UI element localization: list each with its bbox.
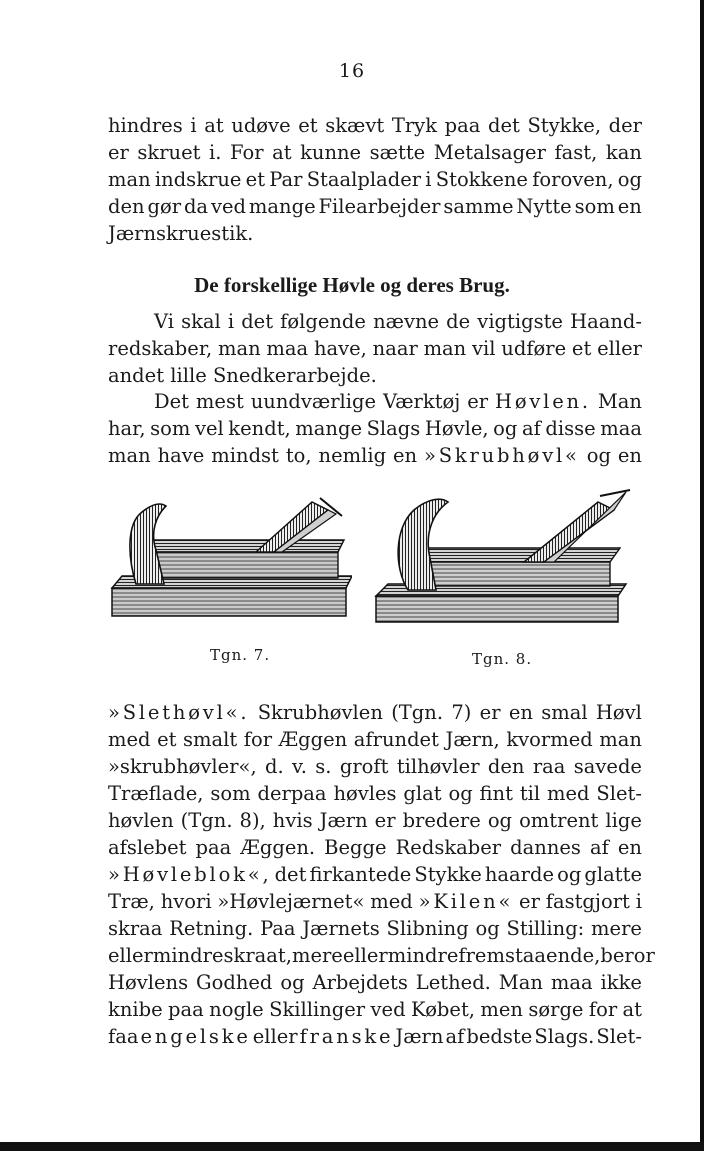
spaced-word: »Slethøvl«.: [108, 701, 250, 724]
word: den: [108, 195, 145, 218]
word: skraat,: [223, 944, 292, 967]
word: savede: [573, 755, 642, 778]
text-line: [108, 942, 655, 969]
word: Træflade,: [108, 782, 204, 805]
word: afslebet: [108, 836, 187, 859]
word: man: [108, 444, 151, 467]
word: Slet-: [596, 782, 642, 805]
text-line: [108, 139, 642, 166]
word: med: [546, 782, 590, 805]
word: et: [157, 728, 177, 751]
word: er: [374, 809, 396, 832]
word: eller: [252, 1025, 298, 1048]
word: Skillinger: [269, 998, 366, 1021]
text-line: [108, 699, 642, 726]
text-line: [108, 335, 642, 362]
word: Staalplader: [306, 168, 422, 191]
word: skruet: [137, 141, 201, 164]
word: Slags.: [534, 1025, 595, 1048]
word: groft: [339, 755, 389, 778]
word: Godhed: [196, 971, 273, 994]
text-line: [108, 861, 642, 888]
section-heading: De forskellige Høvle og deres Brug.: [194, 273, 510, 297]
word: kvormed: [506, 728, 593, 751]
word: det: [241, 310, 274, 333]
word: Værktøj: [382, 390, 461, 413]
word: raa: [532, 755, 566, 778]
word: skal: [181, 310, 221, 333]
text-line: [108, 969, 642, 996]
word: Stilling:: [506, 917, 585, 940]
word: d.: [265, 755, 284, 778]
word: redskaber,: [108, 337, 213, 360]
smoothing-plane-illustration: [374, 488, 632, 628]
word: en: [508, 701, 533, 724]
word: afrundet: [353, 728, 439, 751]
word: man: [108, 168, 151, 191]
spaced-word: franske: [299, 1025, 394, 1048]
word: og: [448, 782, 473, 805]
word: glatte: [584, 863, 642, 886]
word: nogle: [209, 998, 264, 1021]
word: indskrue: [154, 168, 242, 191]
word: Jærn: [319, 809, 368, 832]
figure-7-caption: Tgn. 7.: [210, 646, 271, 664]
word: mindre: [152, 944, 224, 967]
word: udøve: [231, 114, 291, 137]
word: i: [190, 114, 197, 137]
word: sætte: [369, 141, 426, 164]
word: kan: [605, 141, 642, 164]
word: man: [217, 337, 261, 360]
word: lige: [605, 809, 642, 832]
word: og: [487, 809, 513, 832]
word: Træ,: [108, 890, 155, 913]
word: derpaa: [257, 782, 327, 805]
text-line: [108, 726, 642, 753]
word: »skrubhøvler«,: [108, 755, 257, 778]
word: samme: [443, 195, 514, 218]
word: Redskaber: [395, 836, 502, 859]
word: med: [108, 728, 151, 751]
word: For: [230, 141, 264, 164]
spaced-word: engelske: [140, 1025, 251, 1048]
word: beror: [600, 944, 655, 967]
word: disse: [545, 417, 596, 440]
word: en: [617, 836, 642, 859]
word: hindres: [108, 114, 183, 137]
word: man: [599, 728, 642, 751]
word: Stykke: [414, 863, 482, 886]
word: af: [589, 836, 609, 859]
page-number: 16: [338, 60, 366, 82]
word: Vi: [154, 310, 174, 333]
word: Tryk: [391, 114, 438, 137]
word: fint: [479, 782, 513, 805]
word: mange: [248, 195, 316, 218]
word: for: [243, 728, 273, 751]
word: s.: [315, 755, 332, 778]
word: ved: [210, 195, 247, 218]
text-line: [108, 753, 642, 780]
word: en: [617, 195, 642, 218]
word: andet: [108, 364, 165, 387]
word: en: [617, 444, 642, 467]
word: mindre: [387, 944, 459, 967]
word: vel: [194, 417, 224, 440]
word: da: [183, 195, 209, 218]
word: som: [210, 782, 251, 805]
paragraph-2: [108, 308, 642, 389]
word: Æggen.: [240, 836, 316, 859]
text-line: [108, 220, 642, 247]
word: at: [272, 141, 292, 164]
word: Man: [597, 390, 642, 413]
word: men: [480, 998, 523, 1021]
word: Slibning: [386, 917, 469, 940]
word: Par: [269, 168, 303, 191]
paragraph-4: [108, 699, 655, 1050]
text-line: [108, 780, 642, 807]
word: Høvl: [595, 701, 642, 724]
word: dannes: [510, 836, 581, 859]
word: have: [157, 444, 205, 467]
word: Jærnets: [302, 917, 380, 940]
word: Arbejdets: [312, 971, 408, 994]
text-line: [108, 1023, 642, 1050]
word: Haand-: [570, 310, 642, 333]
word: hvori: [160, 890, 212, 913]
word: man: [423, 337, 467, 360]
word: og: [557, 863, 582, 886]
word: Paa: [260, 917, 296, 940]
word: Snedkerarbejde.: [212, 364, 377, 387]
word: kendt,: [228, 417, 291, 440]
word: der: [608, 114, 642, 137]
word: af: [521, 417, 541, 440]
word: og: [475, 917, 500, 940]
word: Høvle,: [424, 417, 489, 440]
text-line: [108, 166, 642, 193]
paragraph-3: [108, 388, 642, 469]
word: skævt: [325, 114, 385, 137]
word: det: [487, 114, 520, 137]
word: i.: [209, 141, 222, 164]
word: med: [370, 890, 413, 913]
word: mere: [291, 944, 343, 967]
word: lille: [170, 364, 207, 387]
word: er: [467, 390, 489, 413]
word: for: [588, 998, 618, 1021]
word: det: [274, 863, 307, 886]
word: som: [150, 417, 191, 440]
word: et: [245, 168, 266, 191]
word: gør: [147, 195, 182, 218]
word: har,: [108, 417, 146, 440]
word: Stokkene: [435, 168, 528, 191]
paragraph-1: [108, 112, 642, 247]
word: firkantede: [309, 863, 412, 886]
word: haarde: [484, 863, 554, 886]
word: i: [635, 890, 642, 913]
word: faa: [108, 1025, 139, 1048]
text-line: [108, 308, 642, 335]
word: Stykke,: [527, 114, 602, 137]
word: mange: [295, 417, 362, 440]
word: udføre: [501, 337, 567, 360]
word: er: [108, 141, 129, 164]
word: og: [617, 168, 642, 191]
word: høvlen: [108, 809, 174, 832]
text-line: [108, 834, 642, 861]
word: sørge: [528, 998, 584, 1021]
word: paa: [168, 998, 204, 1021]
word: smal: [541, 701, 588, 724]
word: høvles: [333, 782, 397, 805]
word: er: [479, 701, 501, 724]
word: Nytte: [516, 195, 572, 218]
word: »Høvlejærnet«: [217, 890, 365, 913]
spaced-word: »Kilen«: [418, 890, 514, 913]
word: eller: [108, 944, 153, 967]
word: bedste: [466, 1025, 533, 1048]
word: bredere: [402, 809, 481, 832]
word: eller: [342, 944, 388, 967]
word: fremstaaende,: [458, 944, 601, 967]
word: er: [519, 890, 540, 913]
word: mere: [591, 917, 642, 940]
word: og: [586, 444, 611, 467]
word: paa: [195, 836, 232, 859]
word: vigtigste: [477, 310, 563, 333]
word: (Tgn.: [180, 809, 233, 832]
word: af: [445, 1025, 465, 1048]
word: Jærn,: [445, 728, 500, 751]
text-line: [108, 193, 642, 220]
word: glat: [403, 782, 442, 805]
text-line: [108, 112, 642, 139]
word: i: [425, 168, 432, 191]
word: 7): [451, 701, 472, 724]
word: Retning.: [169, 917, 254, 940]
spaced-word: »Skrubhøvl«: [424, 444, 580, 467]
text-line: [108, 915, 642, 942]
word: følgende: [280, 310, 366, 333]
word: Jærn: [395, 1025, 444, 1048]
word: de: [446, 310, 471, 333]
bottom-edge-rule: [0, 1142, 704, 1151]
word: til: [519, 782, 541, 805]
text-line: [108, 415, 642, 442]
right-edge-rule: [700, 0, 704, 1151]
word: Høvlens: [108, 971, 189, 994]
word: skraa: [108, 917, 163, 940]
text-line: [108, 996, 642, 1023]
word: maa: [550, 971, 593, 994]
word: og: [280, 971, 305, 994]
text-line: [108, 362, 642, 389]
text-line: [108, 442, 642, 469]
word: kunne: [300, 141, 362, 164]
text-line: [108, 388, 642, 415]
word: to,: [285, 444, 312, 467]
word: Slags: [366, 417, 421, 440]
word: paa: [444, 114, 481, 137]
word: i: [227, 310, 235, 333]
word: mest: [195, 390, 244, 413]
word: Skrubhøvlen: [257, 701, 383, 724]
word: Æggen: [278, 728, 348, 751]
word: maa: [266, 337, 309, 360]
jack-plane-illustration: [106, 488, 352, 622]
word: v.: [292, 755, 307, 778]
word: ikke: [600, 971, 642, 994]
word: som: [574, 195, 615, 218]
word: Købet,: [410, 998, 475, 1021]
word: Lethed.: [415, 971, 491, 994]
text-line: [108, 807, 642, 834]
word: Man: [498, 971, 543, 994]
word: naar: [372, 337, 418, 360]
word: 8),: [239, 809, 266, 832]
word: vil: [472, 337, 496, 360]
word: mindst: [211, 444, 279, 467]
word: at: [622, 998, 642, 1021]
spaced-word: Høvlen.: [495, 390, 591, 413]
word: den: [487, 755, 525, 778]
spaced-word: »Høvleblok«,: [108, 863, 272, 886]
word: hvis: [272, 809, 313, 832]
word: et: [298, 114, 318, 137]
word: uundværlige: [250, 390, 377, 413]
word: (Tgn.: [391, 701, 444, 724]
word: maa: [600, 417, 642, 440]
word: og: [493, 417, 518, 440]
word: en: [393, 444, 418, 467]
word: foroven,: [532, 168, 614, 191]
word: et: [571, 337, 592, 360]
word: nævne: [373, 310, 440, 333]
word: knibe: [108, 998, 163, 1021]
word: Filearbejder: [318, 195, 441, 218]
word: smalt: [183, 728, 238, 751]
word: have,: [313, 337, 367, 360]
word: omtrent: [519, 809, 599, 832]
word: nemlig: [318, 444, 387, 467]
word: fast,: [554, 141, 598, 164]
word: Det: [154, 390, 190, 413]
word: Jærnskruestik.: [108, 222, 254, 245]
word: Metalsager: [433, 141, 546, 164]
text-line: [108, 888, 642, 915]
word: eller: [597, 337, 642, 360]
word: fastgjort: [545, 890, 630, 913]
word: at: [204, 114, 224, 137]
word: tilhøvler: [396, 755, 480, 778]
word: Begge: [324, 836, 387, 859]
word: ved: [370, 998, 406, 1021]
word: Slet-: [596, 1025, 642, 1048]
figure-8-caption: Tgn. 8.: [472, 650, 533, 668]
